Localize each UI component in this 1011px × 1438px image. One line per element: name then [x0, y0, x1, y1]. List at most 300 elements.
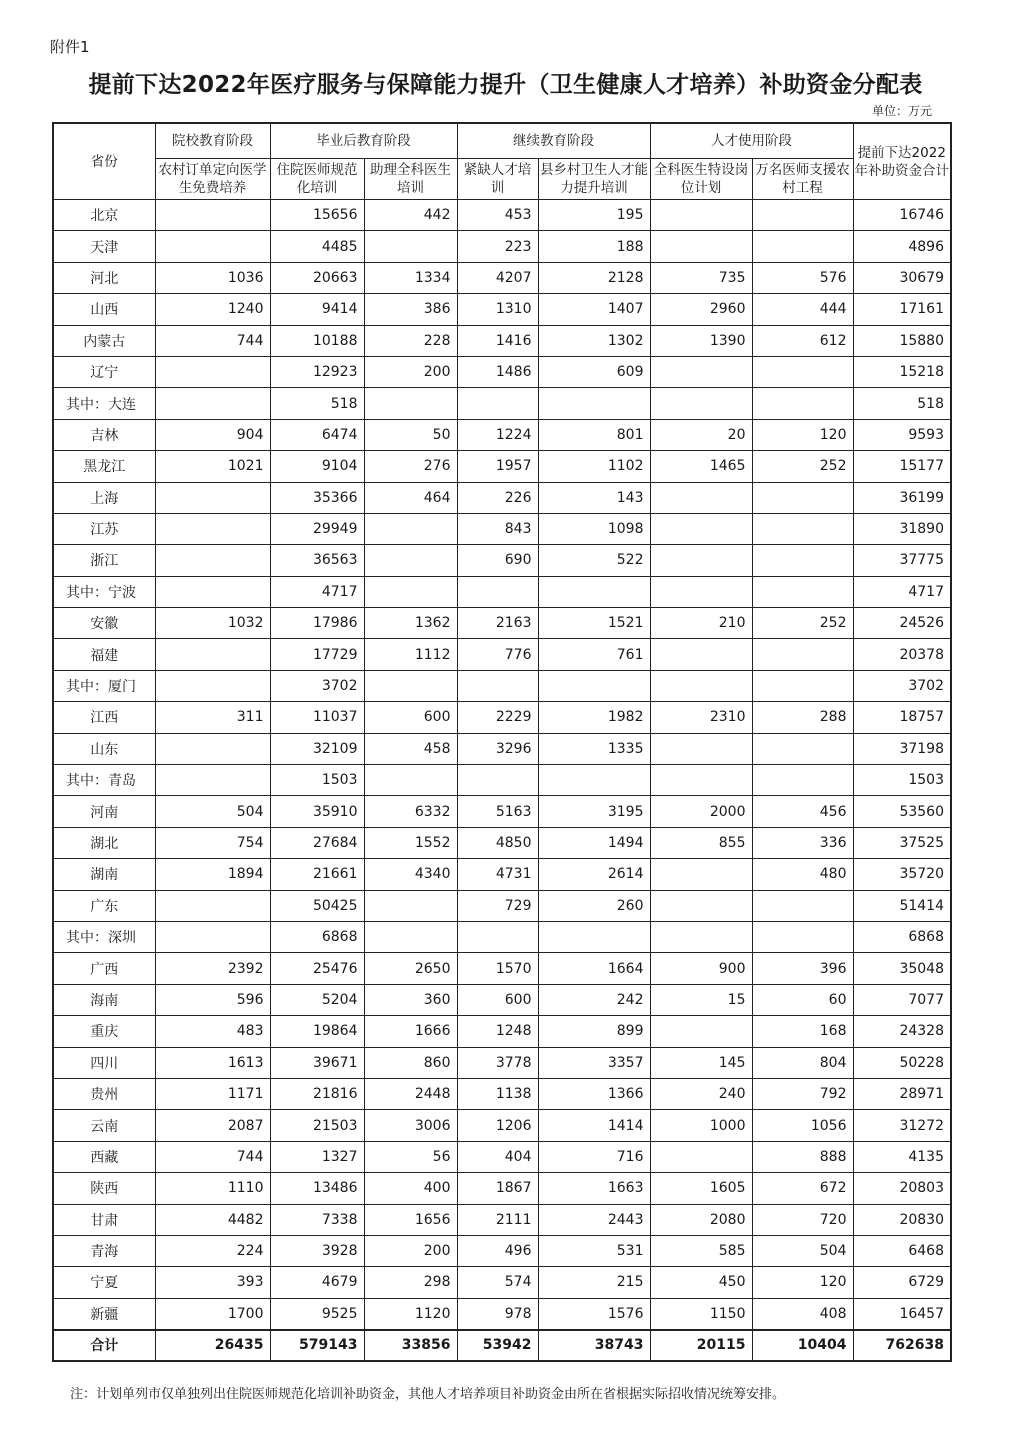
- amount-cell: 200: [364, 1235, 457, 1266]
- amount-cell: 120: [752, 419, 853, 450]
- amount-cell: 33856: [364, 1330, 457, 1361]
- amount-cell: 1150: [650, 1298, 752, 1329]
- amount-cell: [155, 576, 270, 607]
- amount-cell: [538, 765, 650, 796]
- amount-cell: 336: [752, 827, 853, 858]
- amount-cell: 20115: [650, 1330, 752, 1361]
- amount-cell: 215: [538, 1267, 650, 1298]
- amount-cell: 1120: [364, 1298, 457, 1329]
- amount-cell: 25476: [270, 953, 364, 984]
- amount-cell: 1224: [457, 419, 538, 450]
- amount-cell: 7077: [853, 984, 951, 1015]
- amount-cell: 1248: [457, 1016, 538, 1047]
- header-group-continuing: 继续教育阶段: [457, 123, 650, 159]
- amount-cell: 1327: [270, 1141, 364, 1172]
- amount-cell: 37198: [853, 733, 951, 764]
- amount-cell: 13486: [270, 1173, 364, 1204]
- amount-cell: 20663: [270, 262, 364, 293]
- amount-cell: 15218: [853, 356, 951, 387]
- province-name: 广东: [53, 890, 155, 921]
- header-group-school: 院校教育阶段: [155, 123, 270, 159]
- amount-cell: 15880: [853, 325, 951, 356]
- amount-cell: 1390: [650, 325, 752, 356]
- amount-cell: 2448: [364, 1078, 457, 1109]
- province-name: 福建: [53, 639, 155, 670]
- amount-cell: 1570: [457, 953, 538, 984]
- amount-cell: [752, 388, 853, 419]
- amount-cell: 252: [752, 451, 853, 482]
- amount-cell: 15656: [270, 200, 364, 231]
- amount-cell: [650, 482, 752, 513]
- amount-cell: [650, 890, 752, 921]
- amount-cell: 444: [752, 294, 853, 325]
- amount-cell: 888: [752, 1141, 853, 1172]
- amount-cell: 1112: [364, 639, 457, 670]
- amount-cell: 1098: [538, 513, 650, 544]
- province-name: 上海: [53, 482, 155, 513]
- amount-cell: 458: [364, 733, 457, 764]
- province-name: 天津: [53, 231, 155, 262]
- amount-cell: 899: [538, 1016, 650, 1047]
- amount-cell: 442: [364, 200, 457, 231]
- amount-cell: 7338: [270, 1204, 364, 1235]
- amount-cell: 735: [650, 262, 752, 293]
- document-title: 提前下达2022年医疗服务与保障能力提升（卫生健康人才培养）补助资金分配表: [88, 72, 923, 98]
- amount-cell: 5163: [457, 796, 538, 827]
- amount-cell: 612: [752, 325, 853, 356]
- amount-cell: [650, 765, 752, 796]
- amount-cell: 1605: [650, 1173, 752, 1204]
- amount-cell: [650, 576, 752, 607]
- amount-cell: 223: [457, 231, 538, 262]
- header-group-postgrad: 毕业后教育阶段: [270, 123, 457, 159]
- amount-cell: [538, 388, 650, 419]
- amount-cell: 504: [752, 1235, 853, 1266]
- table-row: [53, 262, 951, 293]
- table-row: [53, 419, 951, 450]
- amount-cell: 35720: [853, 859, 951, 890]
- amount-cell: 4717: [270, 576, 364, 607]
- table-row: [53, 733, 951, 764]
- amount-cell: 464: [364, 482, 457, 513]
- table-row: [53, 356, 951, 387]
- province-name: 甘肃: [53, 1204, 155, 1235]
- table-row: [53, 953, 951, 984]
- amount-cell: 4207: [457, 262, 538, 293]
- amount-cell: 1310: [457, 294, 538, 325]
- province-name: 其中：青岛: [53, 765, 155, 796]
- table-row: [53, 827, 951, 858]
- table-row: [53, 1141, 951, 1172]
- province-name: 湖南: [53, 859, 155, 890]
- amount-cell: [752, 890, 853, 921]
- amount-cell: 16746: [853, 200, 951, 231]
- amount-cell: [155, 231, 270, 262]
- amount-cell: 1414: [538, 1110, 650, 1141]
- amount-cell: 609: [538, 356, 650, 387]
- amount-cell: 754: [155, 827, 270, 858]
- total-row: [53, 1330, 951, 1361]
- footnote: 注：计划单列市仅单独列出住院医师规范化培训补助资金，其他人才培养项目补助资金由所在省根据实际招收情况统筹安排。: [70, 1387, 786, 1402]
- table-row: [53, 921, 951, 952]
- amount-cell: 2650: [364, 953, 457, 984]
- amount-cell: 504: [155, 796, 270, 827]
- amount-cell: 53942: [457, 1330, 538, 1361]
- amount-cell: [155, 482, 270, 513]
- amount-cell: [155, 200, 270, 231]
- amount-cell: 4679: [270, 1267, 364, 1298]
- amount-cell: 396: [752, 953, 853, 984]
- amount-cell: 50425: [270, 890, 364, 921]
- amount-cell: 6868: [853, 921, 951, 952]
- province-name: 云南: [53, 1110, 155, 1141]
- amount-cell: 1362: [364, 608, 457, 639]
- amount-cell: 10188: [270, 325, 364, 356]
- amount-cell: 360: [364, 984, 457, 1015]
- table-row: [53, 984, 951, 1015]
- amount-cell: 21661: [270, 859, 364, 890]
- amount-cell: [364, 670, 457, 701]
- table-row: [53, 231, 951, 262]
- table-body: [53, 200, 951, 1361]
- amount-cell: [650, 545, 752, 576]
- amount-cell: [155, 733, 270, 764]
- amount-cell: [650, 200, 752, 231]
- amount-cell: 17161: [853, 294, 951, 325]
- amount-cell: [752, 733, 853, 764]
- amount-cell: 1982: [538, 702, 650, 733]
- header-province: 省份: [53, 123, 155, 200]
- amount-cell: 1664: [538, 953, 650, 984]
- amount-cell: 4731: [457, 859, 538, 890]
- province-name: 其中：厦门: [53, 670, 155, 701]
- amount-cell: 496: [457, 1235, 538, 1266]
- amount-cell: 16457: [853, 1298, 951, 1329]
- amount-cell: 188: [538, 231, 650, 262]
- amount-cell: [538, 576, 650, 607]
- amount-cell: 1656: [364, 1204, 457, 1235]
- amount-cell: 3195: [538, 796, 650, 827]
- amount-cell: 12923: [270, 356, 364, 387]
- amount-cell: [650, 388, 752, 419]
- amount-cell: [752, 231, 853, 262]
- amount-cell: 792: [752, 1078, 853, 1109]
- amount-cell: 5204: [270, 984, 364, 1015]
- amount-cell: 4135: [853, 1141, 951, 1172]
- amount-cell: 3296: [457, 733, 538, 764]
- amount-cell: 596: [155, 984, 270, 1015]
- amount-cell: 672: [752, 1173, 853, 1204]
- table-row: [53, 1078, 951, 1109]
- amount-cell: 386: [364, 294, 457, 325]
- amount-cell: 120: [752, 1267, 853, 1298]
- amount-cell: [155, 890, 270, 921]
- amount-cell: 50228: [853, 1047, 951, 1078]
- amount-cell: 1056: [752, 1110, 853, 1141]
- amount-cell: 1138: [457, 1078, 538, 1109]
- amount-cell: 36199: [853, 482, 951, 513]
- amount-cell: 35910: [270, 796, 364, 827]
- amount-cell: 6868: [270, 921, 364, 952]
- amount-cell: [364, 545, 457, 576]
- amount-cell: 1700: [155, 1298, 270, 1329]
- amount-cell: [155, 388, 270, 419]
- amount-cell: [752, 639, 853, 670]
- amount-cell: 600: [364, 702, 457, 733]
- amount-cell: 2000: [650, 796, 752, 827]
- amount-cell: 1206: [457, 1110, 538, 1141]
- amount-cell: 145: [650, 1047, 752, 1078]
- amount-cell: 195: [538, 200, 650, 231]
- amount-cell: 9593: [853, 419, 951, 450]
- province-name: 其中：宁波: [53, 576, 155, 607]
- province-name: 重庆: [53, 1016, 155, 1047]
- amount-cell: 1110: [155, 1173, 270, 1204]
- province-name: 河南: [53, 796, 155, 827]
- amount-cell: 26435: [155, 1330, 270, 1361]
- amount-cell: 3928: [270, 1235, 364, 1266]
- amount-cell: 6332: [364, 796, 457, 827]
- amount-cell: 311: [155, 702, 270, 733]
- table-row: [53, 859, 951, 890]
- amount-cell: 4850: [457, 827, 538, 858]
- header-total: 提前下达2022年补助资金合计: [853, 123, 951, 200]
- amount-cell: 1957: [457, 451, 538, 482]
- amount-cell: 21816: [270, 1078, 364, 1109]
- amount-cell: [155, 356, 270, 387]
- amount-cell: [650, 670, 752, 701]
- amount-cell: 20803: [853, 1173, 951, 1204]
- amount-cell: 522: [538, 545, 650, 576]
- total-label: 合计: [53, 1330, 155, 1361]
- province-name: 河北: [53, 262, 155, 293]
- amount-cell: [650, 921, 752, 952]
- amount-cell: 21503: [270, 1110, 364, 1141]
- amount-cell: 1240: [155, 294, 270, 325]
- allocation-table: [52, 122, 952, 1362]
- amount-cell: 32109: [270, 733, 364, 764]
- amount-cell: 1503: [853, 765, 951, 796]
- amount-cell: 1302: [538, 325, 650, 356]
- amount-cell: 761: [538, 639, 650, 670]
- province-name: 江苏: [53, 513, 155, 544]
- amount-cell: 4896: [853, 231, 951, 262]
- amount-cell: 729: [457, 890, 538, 921]
- amount-cell: [650, 356, 752, 387]
- amount-cell: [155, 513, 270, 544]
- amount-cell: 39671: [270, 1047, 364, 1078]
- province-name: 海南: [53, 984, 155, 1015]
- amount-cell: 31890: [853, 513, 951, 544]
- amount-cell: [538, 670, 650, 701]
- amount-cell: 29949: [270, 513, 364, 544]
- amount-cell: 1171: [155, 1078, 270, 1109]
- amount-cell: [752, 765, 853, 796]
- amount-cell: 1613: [155, 1047, 270, 1078]
- amount-cell: 744: [155, 1141, 270, 1172]
- amount-cell: [650, 513, 752, 544]
- province-name: 浙江: [53, 545, 155, 576]
- amount-cell: 226: [457, 482, 538, 513]
- table-row: [53, 702, 951, 733]
- amount-cell: [364, 921, 457, 952]
- amount-cell: 11037: [270, 702, 364, 733]
- amount-cell: [650, 733, 752, 764]
- amount-cell: 400: [364, 1173, 457, 1204]
- amount-cell: 1334: [364, 262, 457, 293]
- amount-cell: 1021: [155, 451, 270, 482]
- amount-cell: 1494: [538, 827, 650, 858]
- amount-cell: 1486: [457, 356, 538, 387]
- province-name: 吉林: [53, 419, 155, 450]
- amount-cell: [538, 921, 650, 952]
- amount-cell: 2443: [538, 1204, 650, 1235]
- table-row: [53, 451, 951, 482]
- amount-cell: 20830: [853, 1204, 951, 1235]
- amount-cell: 450: [650, 1267, 752, 1298]
- amount-cell: 1335: [538, 733, 650, 764]
- amount-cell: 3006: [364, 1110, 457, 1141]
- header-col-county-capacity: 县乡村卫生人才能力提升培训: [538, 159, 650, 200]
- table-row: [53, 1235, 951, 1266]
- amount-cell: 1521: [538, 608, 650, 639]
- amount-cell: 3702: [270, 670, 364, 701]
- amount-cell: 518: [270, 388, 364, 419]
- province-name: 宁夏: [53, 1267, 155, 1298]
- amount-cell: 1465: [650, 451, 752, 482]
- amount-cell: 20378: [853, 639, 951, 670]
- amount-cell: 24526: [853, 608, 951, 639]
- province-name: 辽宁: [53, 356, 155, 387]
- amount-cell: 240: [650, 1078, 752, 1109]
- province-name: 山西: [53, 294, 155, 325]
- amount-cell: [457, 921, 538, 952]
- amount-cell: 31272: [853, 1110, 951, 1141]
- amount-cell: 143: [538, 482, 650, 513]
- amount-cell: [155, 639, 270, 670]
- amount-cell: 37775: [853, 545, 951, 576]
- amount-cell: 19864: [270, 1016, 364, 1047]
- amount-cell: 2128: [538, 262, 650, 293]
- header-col-rural-order: 农村订单定向医学生免费培养: [155, 159, 270, 200]
- amount-cell: 2080: [650, 1204, 752, 1235]
- amount-cell: 2087: [155, 1110, 270, 1141]
- amount-cell: 3357: [538, 1047, 650, 1078]
- amount-cell: [752, 513, 853, 544]
- amount-cell: 801: [538, 419, 650, 450]
- amount-cell: 51414: [853, 890, 951, 921]
- table-row: [53, 608, 951, 639]
- amount-cell: 260: [538, 890, 650, 921]
- amount-cell: 456: [752, 796, 853, 827]
- table-row: [53, 890, 951, 921]
- table-row: [53, 1110, 951, 1141]
- amount-cell: [457, 670, 538, 701]
- amount-cell: 224: [155, 1235, 270, 1266]
- amount-cell: 1366: [538, 1078, 650, 1109]
- province-name: 新疆: [53, 1298, 155, 1329]
- amount-cell: 716: [538, 1141, 650, 1172]
- province-name: 贵州: [53, 1078, 155, 1109]
- table-row: [53, 1298, 951, 1329]
- amount-cell: [364, 513, 457, 544]
- amount-cell: 252: [752, 608, 853, 639]
- province-name: 湖北: [53, 827, 155, 858]
- amount-cell: [752, 545, 853, 576]
- amount-cell: 1503: [270, 765, 364, 796]
- table-row: [53, 1204, 951, 1235]
- amount-cell: 56: [364, 1141, 457, 1172]
- amount-cell: [650, 639, 752, 670]
- province-name: 其中：大连: [53, 388, 155, 419]
- amount-cell: [752, 356, 853, 387]
- amount-cell: [155, 765, 270, 796]
- amount-cell: 843: [457, 513, 538, 544]
- amount-cell: 15177: [853, 451, 951, 482]
- amount-cell: [650, 231, 752, 262]
- province-name: 广西: [53, 953, 155, 984]
- amount-cell: 9525: [270, 1298, 364, 1329]
- amount-cell: 1000: [650, 1110, 752, 1141]
- amount-cell: [457, 388, 538, 419]
- amount-cell: 1102: [538, 451, 650, 482]
- amount-cell: 690: [457, 545, 538, 576]
- table-row: [53, 1173, 951, 1204]
- amount-cell: [155, 670, 270, 701]
- amount-cell: 10404: [752, 1330, 853, 1361]
- amount-cell: 1576: [538, 1298, 650, 1329]
- amount-cell: 200: [364, 356, 457, 387]
- amount-cell: [650, 1016, 752, 1047]
- amount-cell: 15: [650, 984, 752, 1015]
- amount-cell: 37525: [853, 827, 951, 858]
- amount-cell: 904: [155, 419, 270, 450]
- amount-cell: 3702: [853, 670, 951, 701]
- province-name: 江西: [53, 702, 155, 733]
- amount-cell: 1867: [457, 1173, 538, 1204]
- amount-cell: 720: [752, 1204, 853, 1235]
- amount-cell: 50: [364, 419, 457, 450]
- table-row: [53, 1047, 951, 1078]
- amount-cell: 2229: [457, 702, 538, 733]
- amount-cell: 38743: [538, 1330, 650, 1361]
- amount-cell: 518: [853, 388, 951, 419]
- table-row: [53, 1016, 951, 1047]
- amount-cell: [650, 1141, 752, 1172]
- province-name: 安徽: [53, 608, 155, 639]
- amount-cell: 2960: [650, 294, 752, 325]
- amount-cell: 978: [457, 1298, 538, 1329]
- table-row: [53, 545, 951, 576]
- amount-cell: 531: [538, 1235, 650, 1266]
- amount-cell: [155, 545, 270, 576]
- amount-cell: 18757: [853, 702, 951, 733]
- amount-cell: 600: [457, 984, 538, 1015]
- province-name: 其中：深圳: [53, 921, 155, 952]
- amount-cell: 1666: [364, 1016, 457, 1047]
- header-col-assistant-gp: 助理全科医生培训: [364, 159, 457, 200]
- amount-cell: 483: [155, 1016, 270, 1047]
- amount-cell: [457, 765, 538, 796]
- amount-cell: [752, 200, 853, 231]
- amount-cell: 2614: [538, 859, 650, 890]
- header-col-rural-support: 万名医师支援农村工程: [752, 159, 853, 200]
- amount-cell: 576: [752, 262, 853, 293]
- table-row: [53, 1267, 951, 1298]
- amount-cell: [752, 670, 853, 701]
- amount-cell: 4340: [364, 859, 457, 890]
- province-name: 西藏: [53, 1141, 155, 1172]
